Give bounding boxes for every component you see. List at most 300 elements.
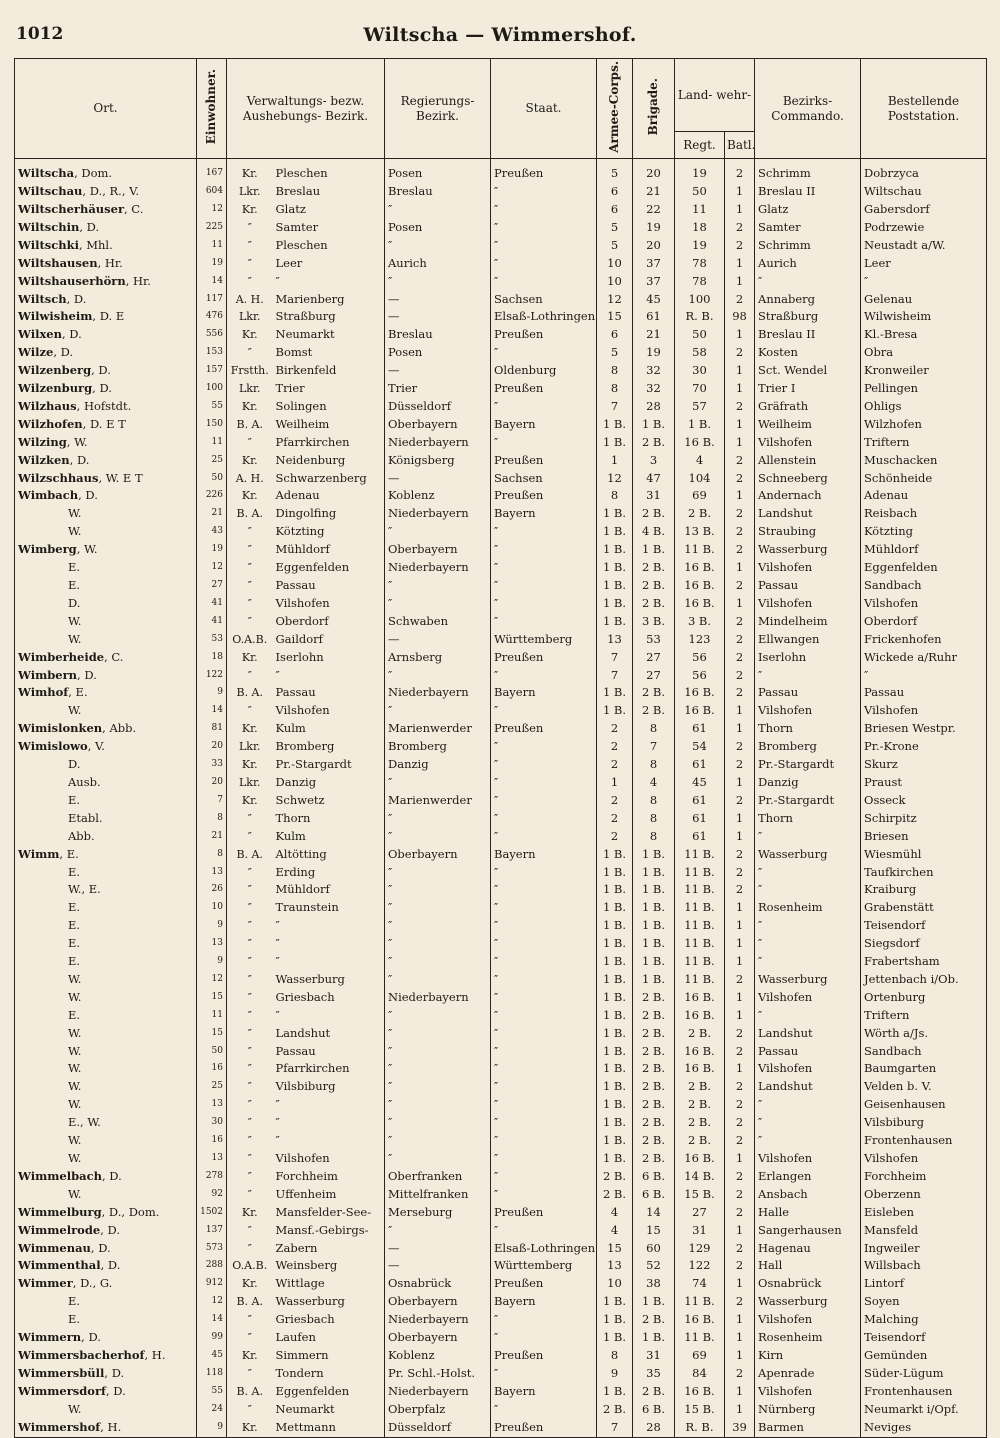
cell-ps: Passau xyxy=(861,684,987,702)
cell-rg: 16 B. xyxy=(675,702,725,720)
cell-ew: 11 xyxy=(197,1007,227,1025)
cell-ort xyxy=(15,255,197,273)
place-name: Wiltscherhäuser xyxy=(18,201,124,216)
cell-ps: Vilshofen xyxy=(861,595,987,613)
place-name: Wimmersbüll xyxy=(18,1365,105,1380)
cell-ew: 14 xyxy=(197,702,227,720)
cell-ac: 12 xyxy=(597,291,633,309)
cell-ac: 1 xyxy=(597,452,633,470)
cell-bz: ″ xyxy=(275,1133,280,1148)
cell-ew: 8 xyxy=(197,810,227,828)
cell-bz: Iserlohn xyxy=(275,649,324,664)
cell-br: 2 B. xyxy=(633,1043,675,1061)
cell-rb: Oberbayern xyxy=(385,846,491,864)
cell-ac: 1 B. xyxy=(597,953,633,971)
table-row xyxy=(15,398,987,416)
cell-ort xyxy=(15,344,197,362)
cell-bt: 1 xyxy=(725,487,755,505)
cell-bc: ″ xyxy=(755,917,861,935)
place-type: D. xyxy=(68,595,81,610)
cell-br: 2 B. xyxy=(633,434,675,452)
cell-ac: 2 xyxy=(597,792,633,810)
cell-ac: 1 B. xyxy=(597,613,633,631)
cell-bc: ″ xyxy=(755,1096,861,1114)
place-name: Wiltschau xyxy=(18,184,83,199)
cell-bz: Passau xyxy=(275,578,316,593)
cell-bz: ″ xyxy=(275,936,280,951)
table-row xyxy=(15,237,987,255)
cell-ac: 1 B. xyxy=(597,864,633,882)
cell-rg: 69 xyxy=(675,487,725,505)
cell-br: 37 xyxy=(633,255,675,273)
cell-ew: 92 xyxy=(197,1186,227,1204)
cell-rb: ″ xyxy=(385,774,491,792)
cell-rg: 2 B. xyxy=(675,1096,725,1114)
cell-ps: Neustadt a/W. xyxy=(861,237,987,255)
cell-ab: Kr. xyxy=(227,1275,273,1293)
cell-rg: 30 xyxy=(675,362,725,380)
cell-bz: Pleschen xyxy=(275,237,328,252)
cell-bz: Traunstein xyxy=(275,900,339,915)
cell-bc: ″ xyxy=(755,667,861,685)
cell-rg: 11 B. xyxy=(675,1329,725,1347)
cell-rg: 11 B. xyxy=(675,881,725,899)
cell-bc: Wasserburg xyxy=(755,541,861,559)
cell-br: 1 B. xyxy=(633,953,675,971)
cell-ab: Lkr. xyxy=(227,774,273,792)
cell-ps: Frontenhausen xyxy=(861,1383,987,1401)
cell-bz: ″ xyxy=(275,273,280,288)
cell-ort xyxy=(15,1096,197,1114)
cell-br: 53 xyxy=(633,631,675,649)
cell-ps: Pellingen xyxy=(861,380,987,398)
cell-ew: 43 xyxy=(197,523,227,541)
cell-st: Bayern xyxy=(491,505,597,523)
cell-st: ″ xyxy=(491,1311,597,1329)
cell-bc: Kirn xyxy=(755,1347,861,1365)
cell-rb: ″ xyxy=(385,273,491,291)
cell-br: 1 B. xyxy=(633,1293,675,1311)
cell-br: 1 B. xyxy=(633,917,675,935)
cell-ab: ″ xyxy=(227,1007,273,1025)
cell-ew: 15 xyxy=(197,1025,227,1043)
place-type: , H. xyxy=(100,1419,122,1434)
cell-ort xyxy=(15,1168,197,1186)
place-name: Wimhof xyxy=(18,685,69,700)
cell-ps: Teisendorf xyxy=(861,1329,987,1347)
cell-st: ″ xyxy=(491,344,597,362)
cell-rg: 16 B. xyxy=(675,684,725,702)
cell-bt: 2 xyxy=(725,1240,755,1258)
cell-bc: Passau xyxy=(755,577,861,595)
cell-ew: 25 xyxy=(197,1078,227,1096)
cell-ort xyxy=(15,774,197,792)
cell-bz: Mansfelder-See- xyxy=(275,1204,372,1219)
cell-ab: ″ xyxy=(227,1060,273,1078)
cell-ort xyxy=(15,1275,197,1293)
cell-st: ″ xyxy=(491,1114,597,1132)
cell-ac: 13 xyxy=(597,631,633,649)
cell-ew: 27 xyxy=(197,577,227,595)
cell-rb: ″ xyxy=(385,810,491,828)
cell-ew: 9 xyxy=(197,917,227,935)
place-name: Wilzenberg xyxy=(18,363,92,378)
cell-st: ″ xyxy=(491,881,597,899)
cell-st: Preußen xyxy=(491,649,597,667)
cell-ab: ″ xyxy=(227,1078,273,1096)
cell-bc: ″ xyxy=(755,935,861,953)
cell-st: ″ xyxy=(491,810,597,828)
cell-st: Bayern xyxy=(491,416,597,434)
cell-bt: 2 xyxy=(725,1186,755,1204)
cell-ab: ″ xyxy=(227,1025,273,1043)
cell-ort xyxy=(15,1311,197,1329)
cell-st: Preußen xyxy=(491,380,597,398)
cell-rb: ″ xyxy=(385,864,491,882)
table-row xyxy=(15,1096,987,1114)
cell-ac: 1 B. xyxy=(597,1114,633,1132)
cell-bt: 1 xyxy=(725,774,755,792)
cell-rg: 104 xyxy=(675,470,725,488)
cell-rb: — xyxy=(385,1257,491,1275)
cell-ac: 1 B. xyxy=(597,1043,633,1061)
cell-bz: Neumarkt xyxy=(275,327,335,342)
cell-br: 35 xyxy=(633,1365,675,1383)
place-name: Wilzhofen xyxy=(18,416,83,431)
place-name: Wimmer xyxy=(18,1276,73,1291)
cell-st: ″ xyxy=(491,1078,597,1096)
place-type: W. xyxy=(68,506,82,521)
cell-ps: ″ xyxy=(861,273,987,291)
cell-ps: Schirpitz xyxy=(861,810,987,828)
cell-rb: Oberbayern xyxy=(385,541,491,559)
cell-st: ″ xyxy=(491,828,597,846)
cell-rg: 50 xyxy=(675,326,725,344)
cell-ew: 137 xyxy=(197,1222,227,1240)
cell-ab: B. A. xyxy=(227,416,273,434)
cell-bz: Laufen xyxy=(275,1330,316,1345)
table-header xyxy=(15,59,987,159)
cell-ort xyxy=(15,971,197,989)
cell-bt: 1 xyxy=(725,183,755,201)
cell-bc: Vilshofen xyxy=(755,559,861,577)
cell-rg: 4 xyxy=(675,452,725,470)
cell-ew: 50 xyxy=(197,470,227,488)
cell-ac: 10 xyxy=(597,255,633,273)
cell-ort xyxy=(15,487,197,505)
cell-ab: B. A. xyxy=(227,1383,273,1401)
place-type: , D. xyxy=(81,1330,101,1345)
table-row xyxy=(15,649,987,667)
table-row xyxy=(15,159,987,183)
cell-st: Bayern xyxy=(491,1293,597,1311)
cell-bz: Danzig xyxy=(275,774,317,789)
cell-rg: 3 B. xyxy=(675,613,725,631)
place-type: , D. xyxy=(92,381,112,396)
cell-ew: 99 xyxy=(197,1329,227,1347)
cell-rg: 84 xyxy=(675,1365,725,1383)
cell-ort xyxy=(15,864,197,882)
cell-bz: Tondern xyxy=(275,1365,324,1380)
cell-bc: Passau xyxy=(755,1043,861,1061)
cell-rg: 11 B. xyxy=(675,864,725,882)
cell-br: 2 B. xyxy=(633,702,675,720)
cell-ac: 2 B. xyxy=(597,1401,633,1419)
cell-ort xyxy=(15,326,197,344)
cell-rb: — xyxy=(385,1240,491,1258)
place-name: Wilxen xyxy=(18,327,62,342)
cell-st: ″ xyxy=(491,756,597,774)
cell-bc: Nürnberg xyxy=(755,1401,861,1419)
cell-rg: 74 xyxy=(675,1275,725,1293)
cell-ew: 55 xyxy=(197,398,227,416)
place-type: , D., Dom. xyxy=(101,1204,160,1219)
place-name: Wilzken xyxy=(18,452,70,467)
place-type: E. xyxy=(68,792,81,807)
cell-bz: Pr.-Stargardt xyxy=(275,757,352,772)
cell-ort xyxy=(15,452,197,470)
cell-rb: Marienwerder xyxy=(385,720,491,738)
cell-rg: 27 xyxy=(675,1204,725,1222)
cell-rg: 31 xyxy=(675,1222,725,1240)
cell-rg: 100 xyxy=(675,291,725,309)
cell-br: 2 B. xyxy=(633,505,675,523)
cell-bc: Vilshofen xyxy=(755,595,861,613)
place-type: , D. xyxy=(66,291,87,306)
cell-bc: Trier I xyxy=(755,380,861,398)
cell-ew: 9 xyxy=(197,953,227,971)
cell-ew: 476 xyxy=(197,308,227,326)
cell-bz: Erding xyxy=(275,864,316,879)
cell-rg: 69 xyxy=(675,1347,725,1365)
cell-ew: 19 xyxy=(197,255,227,273)
cell-ps: Wiltschau xyxy=(861,183,987,201)
place-name: Wilwisheim xyxy=(18,309,93,324)
cell-rb: ″ xyxy=(385,595,491,613)
cell-bz: Mansf.-Gebirgs- xyxy=(275,1222,369,1237)
cell-ac: 2 B. xyxy=(597,1186,633,1204)
cell-ac: 2 xyxy=(597,828,633,846)
cell-st: ″ xyxy=(491,667,597,685)
cell-br: 27 xyxy=(633,667,675,685)
place-name: Wimmern xyxy=(18,1330,82,1345)
cell-br: 31 xyxy=(633,1347,675,1365)
cell-bz: Landshut xyxy=(275,1025,331,1040)
place-type: W. xyxy=(68,1401,82,1416)
header-brigade: Brigade. xyxy=(633,59,675,159)
cell-ps: Gabersdorf xyxy=(861,201,987,219)
cell-ab: Lkr. xyxy=(227,308,273,326)
cell-st: Preußen xyxy=(491,159,597,183)
cell-ps: Teisendorf xyxy=(861,917,987,935)
cell-ort xyxy=(15,1186,197,1204)
cell-bc: Wasserburg xyxy=(755,971,861,989)
cell-rb: — xyxy=(385,362,491,380)
cell-rb: Trier xyxy=(385,380,491,398)
cell-bz: Kulm xyxy=(275,721,306,736)
table-row xyxy=(15,1168,987,1186)
cell-bc: Wasserburg xyxy=(755,846,861,864)
cell-bz: Dingolfing xyxy=(275,506,337,521)
cell-bc: Bromberg xyxy=(755,738,861,756)
cell-ew: 288 xyxy=(197,1257,227,1275)
cell-st: Preußen xyxy=(491,1204,597,1222)
cell-ort xyxy=(15,1329,197,1347)
cell-st: ″ xyxy=(491,273,597,291)
cell-ew: 11 xyxy=(197,434,227,452)
table-body xyxy=(15,159,987,1437)
cell-ew: 41 xyxy=(197,595,227,613)
cell-ps: Podrzewie xyxy=(861,219,987,237)
cell-ort xyxy=(15,1419,197,1437)
cell-ab: ″ xyxy=(227,989,273,1007)
cell-bc: Sct. Wendel xyxy=(755,362,861,380)
place-type: D. xyxy=(68,757,81,772)
cell-ac: 6 xyxy=(597,201,633,219)
cell-bz: Vilshofen xyxy=(275,703,330,718)
cell-ew: 157 xyxy=(197,362,227,380)
cell-rg: 11 B. xyxy=(675,953,725,971)
header-regt: Regt. xyxy=(675,132,725,159)
cell-ab: Kr. xyxy=(227,487,273,505)
cell-bz: Solingen xyxy=(275,398,327,413)
cell-rg: 129 xyxy=(675,1240,725,1258)
place-type: E. xyxy=(68,1007,81,1022)
cell-ps: Frabertsham xyxy=(861,953,987,971)
cell-bc: Vilshofen xyxy=(755,1060,861,1078)
cell-ew: 11 xyxy=(197,237,227,255)
cell-bt: 1 xyxy=(725,201,755,219)
cell-bc: Kosten xyxy=(755,344,861,362)
cell-ort xyxy=(15,1060,197,1078)
cell-rb: ″ xyxy=(385,1150,491,1168)
cell-ort xyxy=(15,828,197,846)
cell-bt: 1 xyxy=(725,1060,755,1078)
cell-rb: ″ xyxy=(385,1132,491,1150)
table-row xyxy=(15,989,987,1007)
table-row xyxy=(15,792,987,810)
cell-st: Elsaß-Lothringen xyxy=(491,1240,597,1258)
table-row xyxy=(15,899,987,917)
table-row xyxy=(15,452,987,470)
cell-ab: ″ xyxy=(227,1132,273,1150)
cell-ab: ″ xyxy=(227,1240,273,1258)
cell-rb: — xyxy=(385,291,491,309)
cell-ab: B. A. xyxy=(227,684,273,702)
cell-ps: Osseck xyxy=(861,792,987,810)
table-row xyxy=(15,738,987,756)
cell-rb: Schwaben xyxy=(385,613,491,631)
cell-ab: ″ xyxy=(227,1096,273,1114)
cell-br: 7 xyxy=(633,738,675,756)
cell-bz: Passau xyxy=(275,685,316,700)
cell-br: 2 B. xyxy=(633,1114,675,1132)
cell-st: ″ xyxy=(491,1401,597,1419)
cell-bz: Birkenfeld xyxy=(275,363,337,378)
place-name: Wimmenthal xyxy=(18,1258,101,1273)
cell-bc: ″ xyxy=(755,1007,861,1025)
place-type: W. xyxy=(68,1186,82,1201)
cell-ew: 9 xyxy=(197,1419,227,1437)
cell-ort xyxy=(15,470,197,488)
cell-ps: Ingweiler xyxy=(861,1240,987,1258)
cell-bt: 2 xyxy=(725,1132,755,1150)
cell-ort xyxy=(15,523,197,541)
cell-ew: 14 xyxy=(197,273,227,291)
cell-ab: Kr. xyxy=(227,756,273,774)
cell-ew: 122 xyxy=(197,667,227,685)
cell-bt: 2 xyxy=(725,398,755,416)
cell-ps: Kl.-Bresa xyxy=(861,326,987,344)
cell-ac: 5 xyxy=(597,219,633,237)
cell-bt: 2 xyxy=(725,1365,755,1383)
cell-br: 2 B. xyxy=(633,1311,675,1329)
cell-br: 6 B. xyxy=(633,1168,675,1186)
cell-bc: ″ xyxy=(755,273,861,291)
cell-br: 14 xyxy=(633,1204,675,1222)
cell-bt: 1 xyxy=(725,899,755,917)
cell-st: ″ xyxy=(491,1007,597,1025)
cell-bc: Straubing xyxy=(755,523,861,541)
cell-ew: 26 xyxy=(197,881,227,899)
cell-br: 28 xyxy=(633,1419,675,1437)
cell-ew: 81 xyxy=(197,720,227,738)
place-type: Abb. xyxy=(68,828,95,843)
place-type: , Hofstdt. xyxy=(76,398,132,413)
cell-ab: A. H. xyxy=(227,291,273,309)
cell-bt: 1 xyxy=(725,416,755,434)
cell-ps: Grabenstätt xyxy=(861,899,987,917)
cell-ps: Frickenhofen xyxy=(861,631,987,649)
cell-ab: ″ xyxy=(227,434,273,452)
cell-st: ″ xyxy=(491,1043,597,1061)
cell-rb: ″ xyxy=(385,577,491,595)
cell-bz: Simmern xyxy=(275,1347,329,1362)
cell-bt: 2 xyxy=(725,577,755,595)
place-name: Wimmelburg xyxy=(18,1204,102,1219)
cell-ab: Kr. xyxy=(227,649,273,667)
cell-ac: 8 xyxy=(597,362,633,380)
cell-ps: Adenau xyxy=(861,487,987,505)
cell-ort xyxy=(15,577,197,595)
place-name: Wimmersdorf xyxy=(18,1383,106,1398)
cell-ac: 1 B. xyxy=(597,577,633,595)
cell-bz: Forchheim xyxy=(275,1168,338,1183)
cell-bt: 2 xyxy=(725,881,755,899)
place-type: , D. xyxy=(100,1258,121,1273)
table-row xyxy=(15,810,987,828)
cell-rb: ″ xyxy=(385,881,491,899)
cell-bz: Bromberg xyxy=(275,739,335,754)
header-armee-corps: Armee-Corps. xyxy=(597,59,633,159)
cell-bt: 1 xyxy=(725,1275,755,1293)
cell-bc: Gräfrath xyxy=(755,398,861,416)
place-name: Wimmenau xyxy=(18,1240,91,1255)
cell-rb: Düsseldorf xyxy=(385,398,491,416)
cell-ort xyxy=(15,1293,197,1311)
header-ort: Ort. xyxy=(15,59,197,159)
cell-st: ″ xyxy=(491,595,597,613)
cell-ps: Taufkirchen xyxy=(861,864,987,882)
cell-bc: Breslau II xyxy=(755,326,861,344)
cell-br: 2 B. xyxy=(633,989,675,1007)
cell-bt: 1 xyxy=(725,1401,755,1419)
cell-rb: ″ xyxy=(385,1043,491,1061)
cell-bt: 2 xyxy=(725,1293,755,1311)
cell-ab: Kr. xyxy=(227,1419,273,1437)
place-name: Wimislowo xyxy=(18,739,88,754)
cell-ort xyxy=(15,756,197,774)
